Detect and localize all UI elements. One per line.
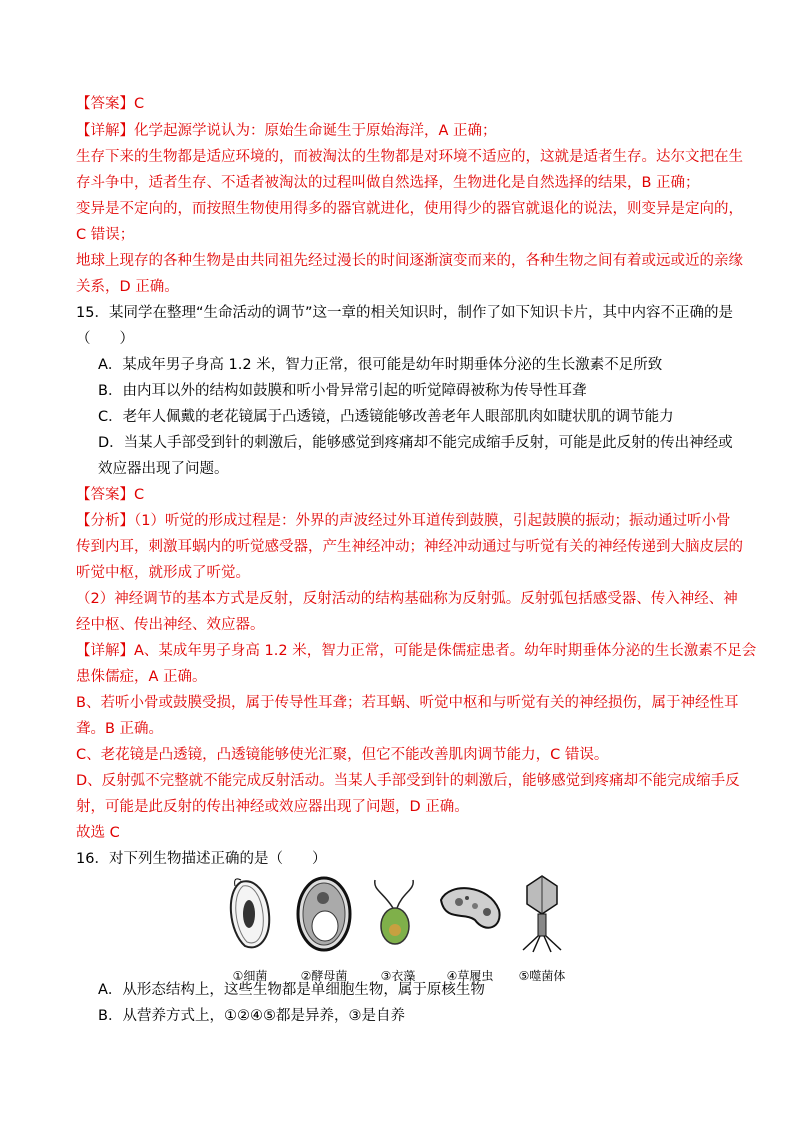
bacteriophage-icon <box>507 872 577 954</box>
question-16-option-a: A．从形态结构上，这些生物都是单细胞生物，属于原核生物 <box>98 982 485 998</box>
paramecium-icon <box>435 872 505 954</box>
explanation-15-line-3: B、若听小骨或鼓膜受损，属于传导性耳聋；若耳蜗、听觉中枢和与听觉有关的神经损伤，属于神经性耳 <box>76 695 739 711</box>
question-15-option-a: A．某成年男子身高 1.2 米，智力正常，很可能是幼年时期垂体分泌的生长激素不足所致 <box>98 357 663 373</box>
explanation-14-line-2: 生存下来的生物都是适应环境的，而被淘汰的生物都是对环境不适应的，这就是适者生存。达尔文把在生 <box>76 149 743 165</box>
explanation-15-line-6: D、反射弧不完整就不能完成反射活动。当某人手部受到针的刺激后，能够感觉到疼痛却不能完成缩手反 <box>76 773 740 789</box>
explanation-15-line-7: 射，可能是此反射的传出神经或效应器出现了问题，D 正确。 <box>76 799 469 815</box>
explanation-14-line-6: 地球上现存的各种生物是由共同祖先经过漫长的时间逐渐演变而来的，各种生物之间有着或远或近的亲缘 <box>76 253 743 269</box>
yeast-illustration <box>289 872 359 984</box>
paramecium-illustration <box>435 872 505 984</box>
bacterium-icon <box>215 872 285 954</box>
analysis-15-line-5: 经中枢、传出神经、效应器。 <box>76 617 265 633</box>
question-15-stem: 15．某同学在整理“生命活动的调节”这一章的相关知识时，制作了如下知识卡片，其中内容不正确的是 <box>76 305 733 321</box>
caption-bacterium: ①细菌 <box>232 969 268 983</box>
caption-bacteriophage: ⑤噬菌体 <box>518 969 566 983</box>
organism-figure <box>215 872 577 983</box>
analysis-15-line-4: （2）神经调节的基本方式是反射，反射活动的结构基础称为反射弧。反射弧包括感受器、传入神经、神 <box>76 591 738 607</box>
chlamydomonas-illustration <box>363 872 433 984</box>
explanation-15-line-1: 【详解】A、某成年男子身高 1.2 米，智力正常，可能是侏儒症患者。幼年时期垂体分泌的生长激素不足会 <box>76 643 757 659</box>
question-15-option-c: C．老年人佩戴的老花镜属于凸透镜，凸透镜能够改善老年人眼部肌肉如睫状肌的调节能力 <box>98 409 674 425</box>
chlamydomonas-icon <box>363 872 433 954</box>
caption-yeast: ②酵母菌 <box>300 969 348 983</box>
answer-15: 【答案】C <box>76 487 145 503</box>
caption-chlamydomonas: ③衣藻 <box>380 969 416 983</box>
analysis-15-line-1: 【分析】（1）听觉的形成过程是：外界的声波经过外耳道传到鼓膜，引起鼓膜的振动；振动通过听小骨 <box>76 513 731 529</box>
question-15-option-d-cont: 效应器出现了问题。 <box>98 461 229 477</box>
analysis-15-line-2: 传到内耳，刺激耳蜗内的听觉感受器，产生神经冲动；神经冲动通过与听觉有关的神经传递到大脑皮层的 <box>76 539 743 555</box>
question-15-bracket: （ ） <box>76 331 134 347</box>
yeast-icon <box>289 872 359 954</box>
question-15-option-b: B．由内耳以外的结构如鼓膜和听小骨异常引起的听觉障碍被称为传导性耳聋 <box>98 383 587 399</box>
explanation-14-line-3: 存斗争中，适者生存、不适者被淘汰的过程叫做自然选择，生物进化是自然选择的结果，B 正确； <box>76 175 700 191</box>
question-15-option-d: D．当某人手部受到针的刺激后，能够感觉到疼痛却不能完成缩手反射，可能是此反射的传出神经或 <box>98 435 733 451</box>
question-16-stem: 16．对下列生物描述正确的是（ ） <box>76 851 327 867</box>
bacterium-illustration <box>215 872 285 984</box>
explanation-14-line-1: 【详解】化学起源学说认为：原始生命诞生于原始海洋，A 正确； <box>76 123 497 139</box>
question-16-option-b: B．从营养方式上，①②④⑤都是异养，③是自养 <box>98 1008 405 1024</box>
answer-14: 【答案】C <box>76 96 145 112</box>
analysis-15-line-3: 听觉中枢，就形成了听觉。 <box>76 565 250 581</box>
explanation-15-line-2: 患侏儒症，A 正确。 <box>76 669 207 685</box>
caption-paramecium: ④草履虫 <box>446 969 494 983</box>
explanation-14-line-5: C 错误； <box>76 227 135 243</box>
explanation-15-line-5: C、老花镜是凸透镜，凸透镜能够使光汇聚，但它不能改善肌肉调节能力，C 错误。 <box>76 747 609 763</box>
explanation-15-line-4: 聋。B 正确。 <box>76 721 164 737</box>
explanation-15-conclusion: 故选 C <box>76 825 120 841</box>
bacteriophage-illustration <box>507 872 577 984</box>
explanation-14-line-7: 关系，D 正确。 <box>76 279 179 295</box>
explanation-14-line-4: 变异是不定向的，而按照生物使用得多的器官就进化，使用得少的器官就退化的说法，则变异是定向的， <box>76 201 743 217</box>
